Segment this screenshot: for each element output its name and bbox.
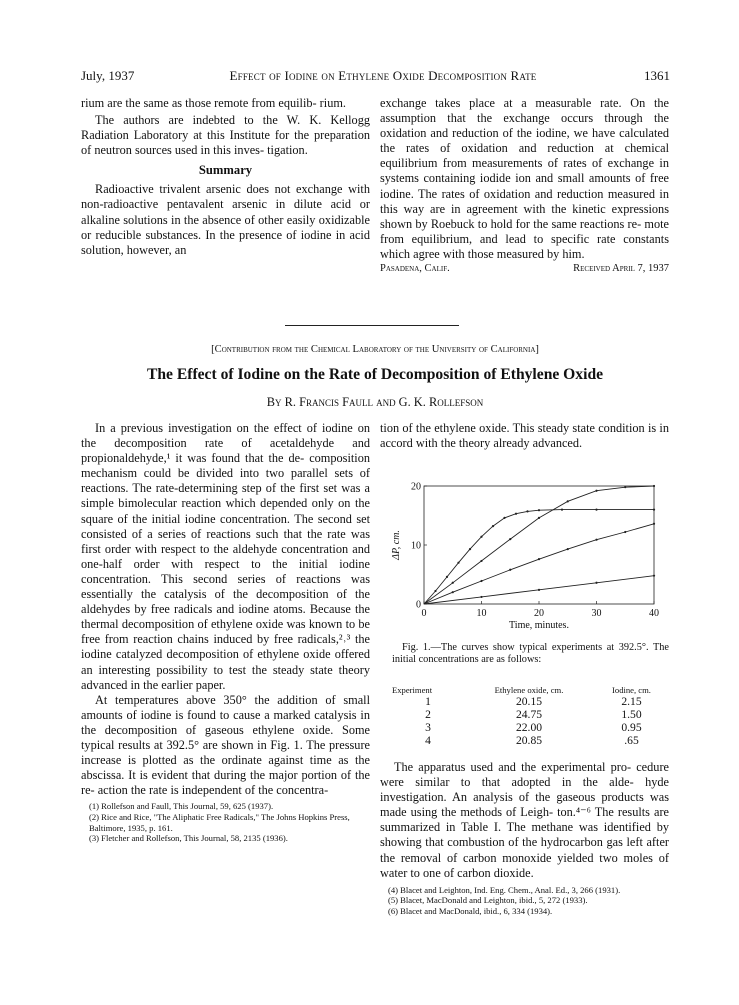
footnote: (2) Rice and Rice, "The Aliphatic Free Radicals," The Johns Hopkins Press, Baltimore, 1935, p. 161. bbox=[89, 811, 350, 833]
y-tick-label: 0 bbox=[416, 599, 421, 611]
data-point bbox=[480, 536, 482, 538]
plot-frame bbox=[424, 486, 654, 604]
data-point bbox=[457, 562, 459, 564]
data-point bbox=[434, 590, 436, 592]
data-point bbox=[538, 509, 540, 511]
data-point bbox=[595, 490, 597, 492]
prev-article-left-column bbox=[81, 96, 370, 258]
y-tick-label: 20 bbox=[411, 481, 421, 493]
data-point bbox=[653, 485, 655, 487]
experiments-table-wrap bbox=[392, 673, 669, 747]
prev-article-right-column bbox=[380, 96, 669, 279]
x-axis-label: Time, minutes. bbox=[509, 620, 569, 631]
table-row: 1 20.15 2.15 bbox=[425, 695, 642, 708]
data-point bbox=[452, 582, 454, 584]
data-point bbox=[538, 558, 540, 560]
footnote: (3) Fletcher and Rollefson, This Journal, 58, 2135 (1936). bbox=[89, 833, 288, 844]
x-tick-label: 30 bbox=[591, 608, 602, 619]
series-line-2 bbox=[424, 486, 654, 604]
data-point bbox=[469, 548, 471, 550]
data-point bbox=[509, 538, 511, 540]
table-row: 4 20.85 .65 bbox=[425, 734, 639, 747]
paragraph: At temperatures above 350° the addition of small amounts of iodine is found to cause a marked catalysis in the decomposition of gaseous ethylene oxide. Some typical results at 392.5° are shown in Fig. 1. The pressure increase is plotted as the ordinate against time as the abscissa. It is evident that during the major portion of the re- action the rate is independent of the concentra- bbox=[81, 692, 370, 798]
paragraph: Radioactive trivalent arsenic does not exchange with non-radioactive pentavalent arsenic in dilute acid or alkaline solutions in the absence of other easily oxidizable or reducible substances. In the presence of iodine in acid solution, however, an bbox=[81, 182, 370, 257]
data-point bbox=[595, 539, 597, 541]
experiments-table bbox=[392, 673, 669, 747]
running-title: Effect of Iodine on Ethylene Oxide Decomposition Rate bbox=[229, 68, 537, 83]
paragraph: tion of the ethylene oxide. This steady state condition is in accord with the theory already advanced. bbox=[380, 421, 669, 451]
paragraph: In a previous investigation on the effect of iodine on the decomposition rate of acetaldehyde and propionaldehyde,¹ it was found that the de- composition mechanism could be divided into two parallel sets of reactions. The rate-determining step of the first set was a simple bimolecular reaction which depended only on the square of the initial iodine concentration. The second set consisted of a series of reactions such that the rate was first order with respect to the aldehyde concentration and one-half order with respect to the initial iodine concentration. This second series of reactions was essentially the catalysis of the decomposition of the aldehydes by free radicals and iodine atoms. Because the thermal decomposition of ethylene oxide was known to be free from reaction chains induced by free radicals,²˒³ the iodine catalyzed decomposition of ethylene oxide offered an interesting possibility to test the steady state theory advanced in the earlier paper. bbox=[81, 421, 370, 692]
data-point bbox=[480, 596, 482, 598]
data-point bbox=[480, 560, 482, 562]
data-point bbox=[503, 517, 505, 519]
article-left-column bbox=[81, 421, 370, 844]
footnote: (6) Blacet and MacDonald, ibid., 6, 334 (1934). bbox=[388, 905, 553, 916]
article-right-column-top bbox=[380, 421, 669, 451]
x-tick-label: 0 bbox=[421, 608, 427, 619]
table-header: Experiment bbox=[392, 685, 433, 695]
data-point bbox=[624, 486, 626, 488]
x-tick-label: 40 bbox=[649, 608, 659, 619]
footnote: (1) Rollefson and Faull, This Journal, 59, 625 (1937). bbox=[89, 801, 274, 812]
data-point bbox=[595, 582, 597, 584]
data-point bbox=[653, 509, 655, 511]
x-tick-label: 10 bbox=[476, 608, 487, 619]
data-point bbox=[526, 510, 528, 512]
table-row: 3 22.00 0.95 bbox=[425, 721, 642, 734]
x-tick-label: 20 bbox=[534, 608, 544, 619]
data-point bbox=[538, 589, 540, 591]
data-point bbox=[515, 513, 517, 515]
table-header: Iodine, cm. bbox=[612, 685, 651, 695]
y-axis-label: ΔP, cm. bbox=[391, 530, 402, 560]
paragraph: exchange takes place at a measurable rate. On the assumption that the exchange occurs through the oxidation and reduction of the iodine, we have calculated the rates of oxidation and reduction at chemical equilibrium from measurements of rates of exchange in systems containing iodide ion and small amounts of free iodine. The rates of oxidation and reduction measured in this way are in agreement with the kinetic expressions shown by Roebuck to hold for the same reactions re- mote from equilibrium, and lead to specific rate constants which agree with those measured by him. bbox=[380, 96, 669, 261]
footnote: (4) Blacet and Leighton, Ind. Eng. Chem., Anal. Ed., 3, 266 (1931). bbox=[388, 884, 621, 895]
figure-caption: Fig. 1.—The curves show typical experiments at 392.5°. The initial concentrations are as follows: bbox=[392, 642, 669, 666]
table-row: 2 24.75 1.50 bbox=[425, 708, 642, 721]
footnotes-right bbox=[380, 885, 669, 917]
article-title: The Effect of Iodine on the Rate of Decomposition of Ethylene Oxide bbox=[146, 366, 604, 383]
data-point bbox=[492, 525, 494, 527]
table-header: Ethylene oxide, cm. bbox=[494, 685, 564, 695]
y-tick-label: 10 bbox=[411, 540, 421, 552]
data-point bbox=[624, 531, 626, 533]
series-line-3 bbox=[424, 524, 654, 604]
summary-heading: Summary bbox=[198, 163, 253, 178]
data-point bbox=[595, 509, 597, 511]
data-point bbox=[561, 509, 563, 511]
data-point bbox=[653, 575, 655, 577]
data-point bbox=[538, 517, 540, 519]
contribution-line: [Contribution from the Chemical Laboratory of the University of California] bbox=[211, 344, 539, 355]
paragraph: rium are the same as those remote from equilib- rium. bbox=[81, 96, 346, 110]
author-location: Pasadena, Calif. bbox=[380, 263, 450, 275]
footnotes-left bbox=[81, 801, 370, 843]
data-point bbox=[653, 523, 655, 525]
article-right-column-bottom bbox=[380, 760, 669, 917]
page-number: 1361 bbox=[644, 68, 670, 83]
received-date: Received April 7, 1937 bbox=[573, 263, 669, 275]
data-point bbox=[452, 591, 454, 593]
data-point bbox=[446, 576, 448, 578]
footnote: (5) Blacet, MacDonald and Leighton, ibid., 5, 272 (1933). bbox=[388, 895, 588, 906]
data-point bbox=[480, 580, 482, 582]
figure-1-chart bbox=[380, 474, 669, 644]
issue-date: July, 1937 bbox=[81, 68, 135, 83]
paragraph: The apparatus used and the experimental pro- cedure were similar to that adopted in the alde- hyde investigation. An analysis of the gaseous products was made using the methods of Leigh- ton.⁴⁻⁶ The results are summarized in Table I. The methane was identified by showing that combustion of the hydrocarbon gas left after the removal of carbon monoxide yielded two moles of water to one of carbon dioxide. bbox=[380, 760, 669, 880]
data-point bbox=[567, 500, 569, 502]
article-separator bbox=[285, 325, 459, 326]
byline: By R. Francis Faull and G. K. Rollefson bbox=[266, 395, 484, 409]
data-point bbox=[509, 569, 511, 571]
paragraph: The authors are indebted to the W. K. Kellogg Radiation Laboratory at this Institute for the preparation of neutron sources used in this inves- tigation. bbox=[81, 113, 370, 158]
data-point bbox=[567, 548, 569, 550]
